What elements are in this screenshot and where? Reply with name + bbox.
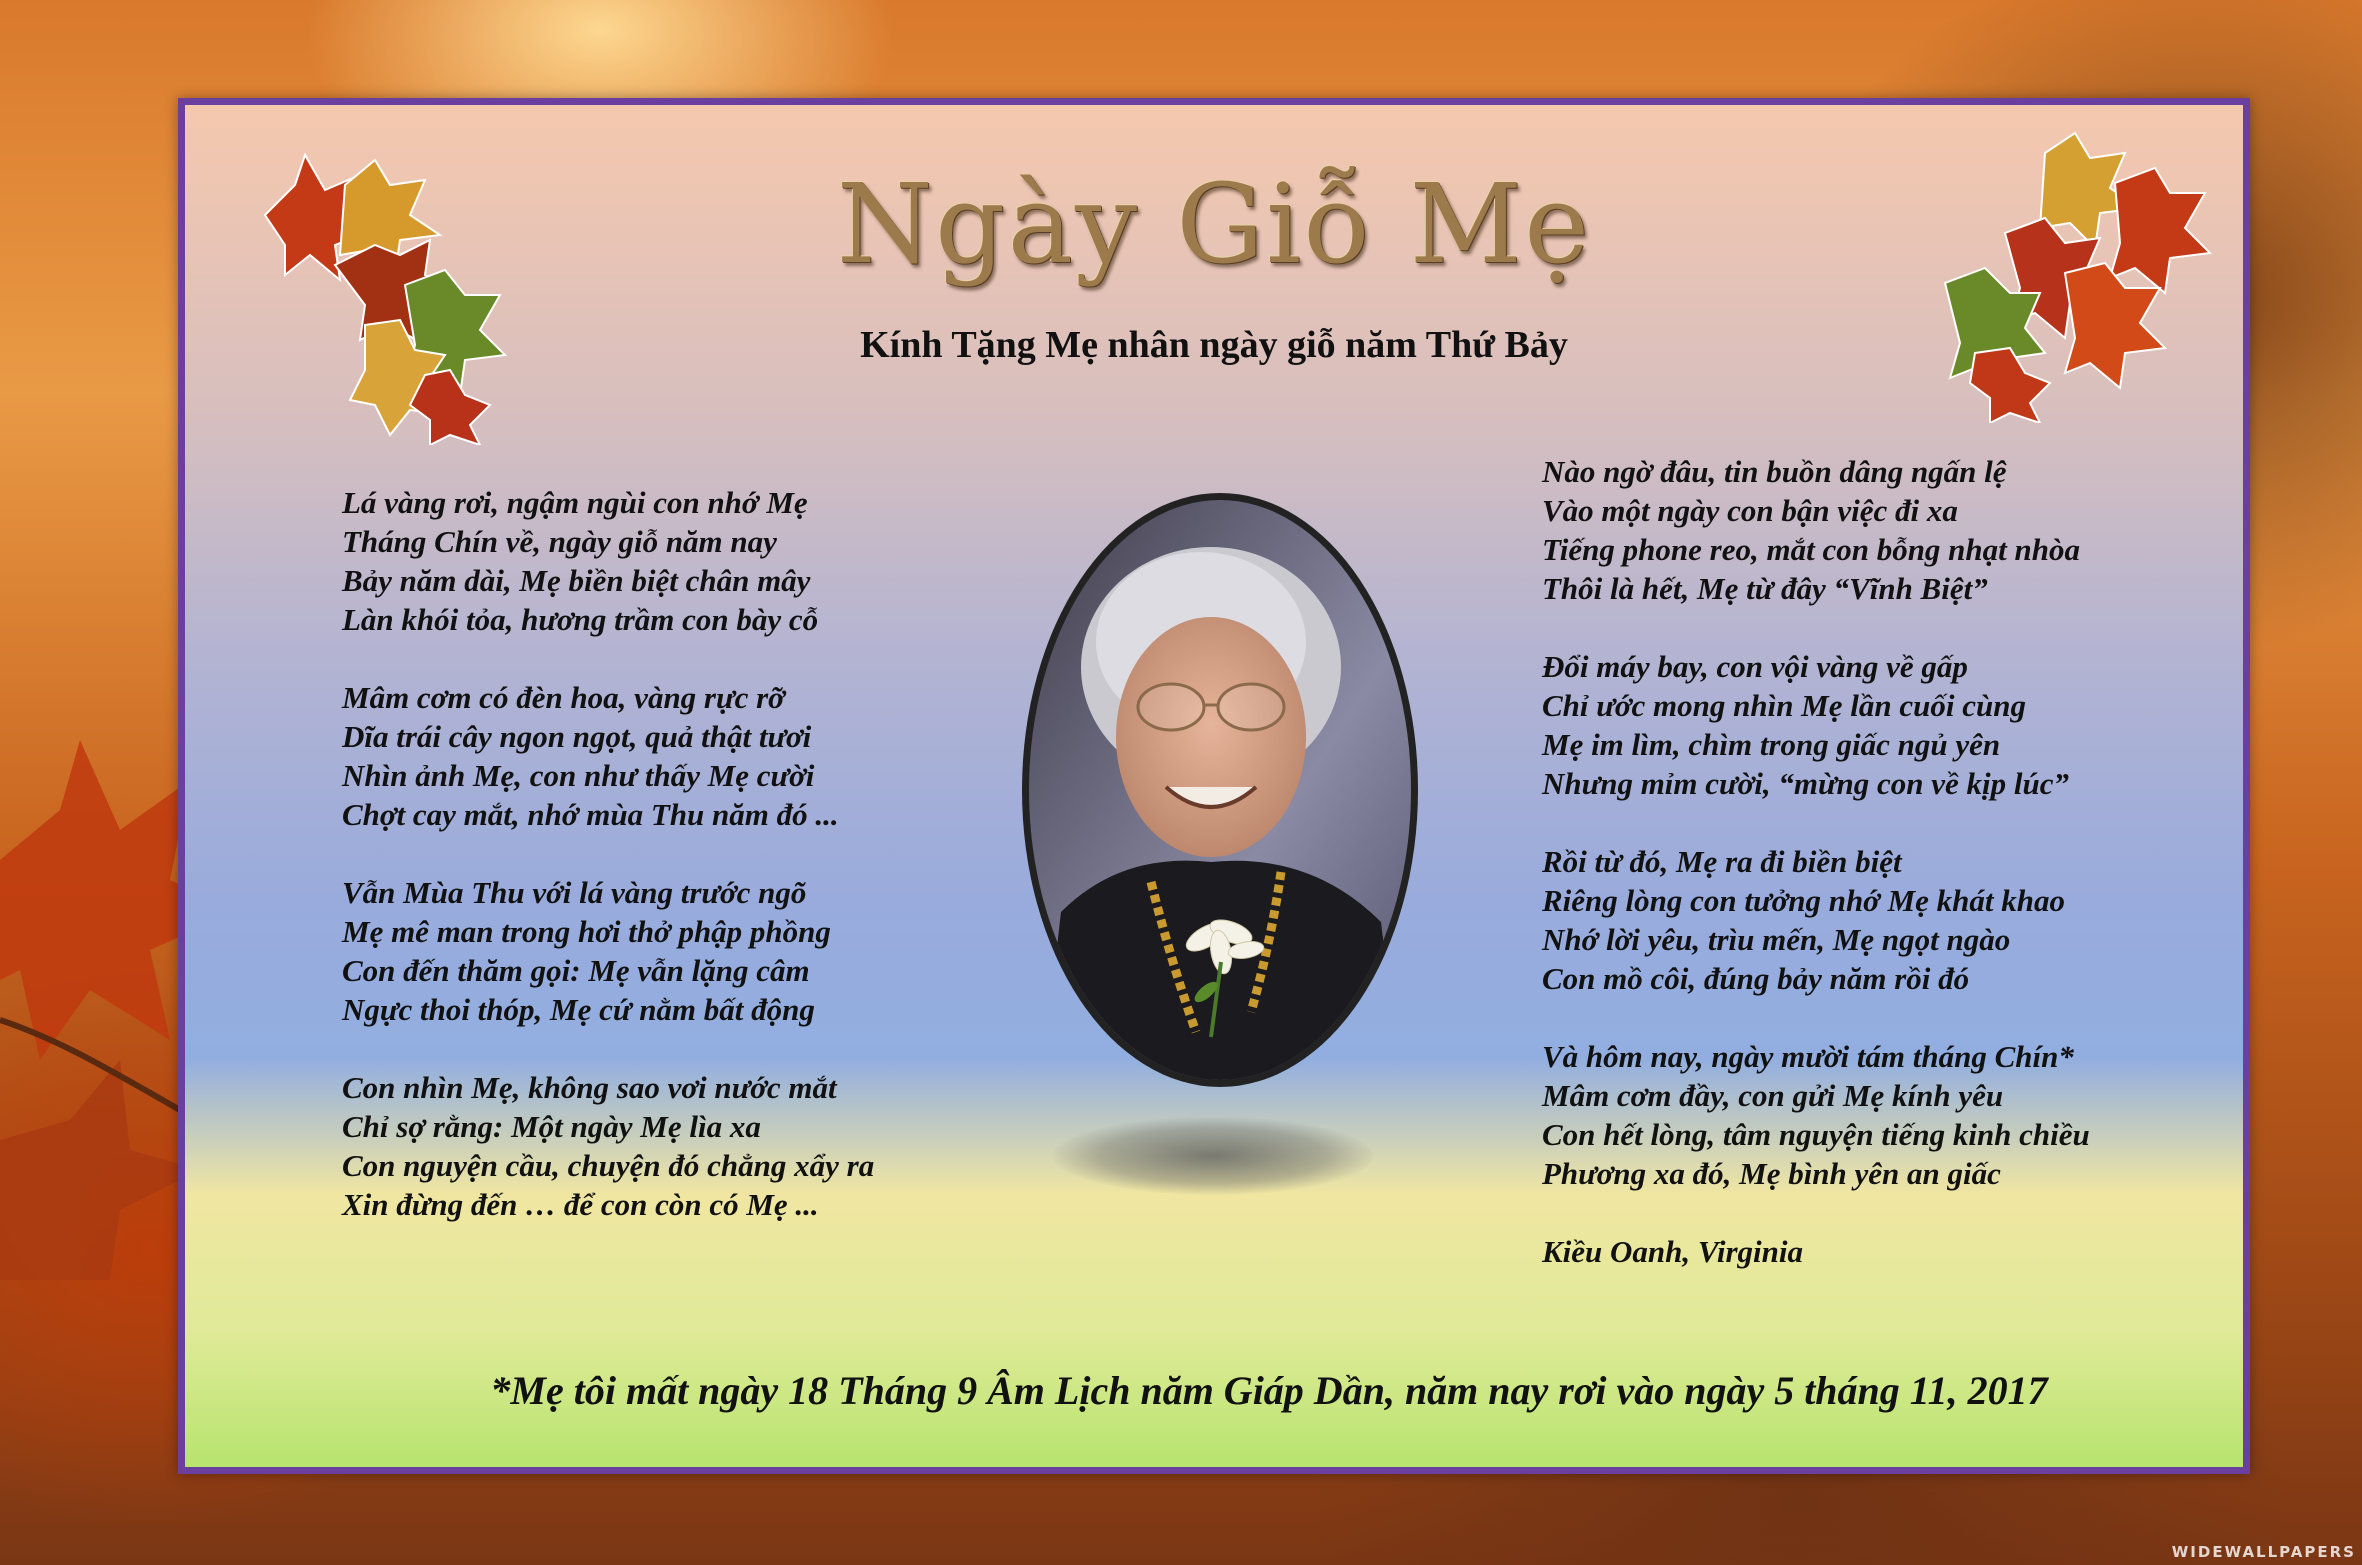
poem-line: Chỉ sợ rằng: Một ngày Mẹ lìa xa [342, 1109, 761, 1144]
poem-line: Mâm cơm có đèn hoa, vàng rực rỡ [342, 680, 785, 715]
poem-stanza [342, 1068, 874, 1224]
poem-line: Con nguyện cầu, chuyện đó chẳng xẩy ra [342, 1148, 875, 1183]
poem-line: Chợt cay mắt, nhớ mùa Thu năm đó ... [342, 797, 839, 832]
poem-stanza [342, 873, 874, 1029]
poem-line: Xin đừng đến … để con còn có Mẹ ... [342, 1187, 819, 1222]
poem-author: Kiều Oanh, Virginia [1542, 1234, 1804, 1269]
page-title: Ngày Giỗ Mẹ [836, 160, 1592, 288]
poem-line: Nào ngờ đâu, tin buồn dâng ngấn lệ [1542, 454, 2007, 489]
watermark: WIDEWALLPAPERS [2171, 1543, 2356, 1561]
poem-right-column [1542, 452, 2090, 1271]
portrait-photo [1021, 492, 1419, 1088]
poem-line: Bảy năm dài, Mẹ biền biệt chân mây [342, 563, 811, 598]
poem-stanza [342, 678, 874, 834]
poem-line: Nhưng mỉm cười, “mừng con về kịp lúc” [1542, 766, 2070, 801]
poem-line: Nhớ lời yêu, trìu mến, Mẹ ngọt ngào [1542, 922, 2011, 957]
footnote: *Mẹ tôi mất ngày 18 Tháng 9 Âm Lịch năm Giáp Dần, năm nay rơi vào ngày 5 tháng 11, 2017 [490, 1368, 2048, 1413]
poem-line: Con mồ côi, đúng bảy năm rồi đó [1542, 961, 1970, 996]
poem-stanza [1542, 842, 2090, 998]
memorial-card [178, 98, 2250, 1474]
poem-line: Rồi từ đó, Mẹ ra đi biền biệt [1542, 844, 1902, 879]
poem-line: Phương xa đó, Mẹ bình yên an giấc [1542, 1156, 2001, 1191]
poem-line: Tháng Chín về, ngày giỗ năm nay [342, 524, 777, 559]
poem-stanza [1542, 647, 2090, 803]
poem-stanza [1542, 452, 2090, 608]
poem-line: Làn khói tỏa, hương trầm con bày cỗ [342, 602, 819, 637]
poem-line: Vào một ngày con bận việc đi xa [1542, 493, 1958, 528]
poem-line: Thôi là hết, Mẹ từ đây “Vĩnh Biệt” [1542, 571, 1988, 606]
poem-line: Và hôm nay, ngày mười tám tháng Chín* [1542, 1039, 2074, 1074]
poem-line: Mẹ mê man trong hơi thở phập phồng [342, 914, 831, 949]
poem-line: Con đến thăm gọi: Mẹ vẫn lặng câm [342, 953, 810, 988]
poem-line: Dĩa trái cây ngon ngọt, quả thật tươi [342, 719, 812, 754]
poem-line: Mâm cơm đầy, con gửi Mẹ kính yêu [1542, 1078, 2004, 1113]
poem-line: Đổi máy bay, con vội vàng về gấp [1542, 649, 1968, 684]
poem-line: Lá vàng rơi, ngậm ngùi con nhớ Mẹ [342, 485, 808, 520]
poem-left-column [342, 483, 874, 1263]
poem-line: Mẹ im lìm, chìm trong giấc ngủ yên [1542, 727, 2001, 762]
poem-line: Con hết lòng, tâm nguyện tiếng kinh chiều [1542, 1117, 2090, 1152]
poem-stanza [1542, 1037, 2090, 1193]
poem-stanza [342, 483, 874, 639]
poem-line: Ngực thoi thóp, Mẹ cứ nằm bất động [342, 992, 815, 1027]
poem-line: Vẫn Mùa Thu với lá vàng trước ngõ [342, 875, 807, 910]
portrait-shadow [1053, 1117, 1373, 1195]
dedication-line: Kính Tặng Mẹ nhân ngày giỗ năm Thứ Bảy [860, 324, 1568, 366]
background-branch-icon [0, 1000, 180, 1120]
poem-line: Tiếng phone reo, mắt con bỗng nhạt nhòa [1542, 532, 2081, 567]
poem-line: Con nhìn Mẹ, không sao vơi nước mắt [342, 1070, 837, 1105]
poem-line: Riêng lòng con tưởng nhớ Mẹ khát khao [1542, 883, 2065, 918]
poem-line: Chỉ ước mong nhìn Mẹ lần cuối cùng [1542, 688, 2026, 723]
poem-line: Nhìn ảnh Mẹ, con như thấy Mẹ cười [342, 758, 815, 793]
